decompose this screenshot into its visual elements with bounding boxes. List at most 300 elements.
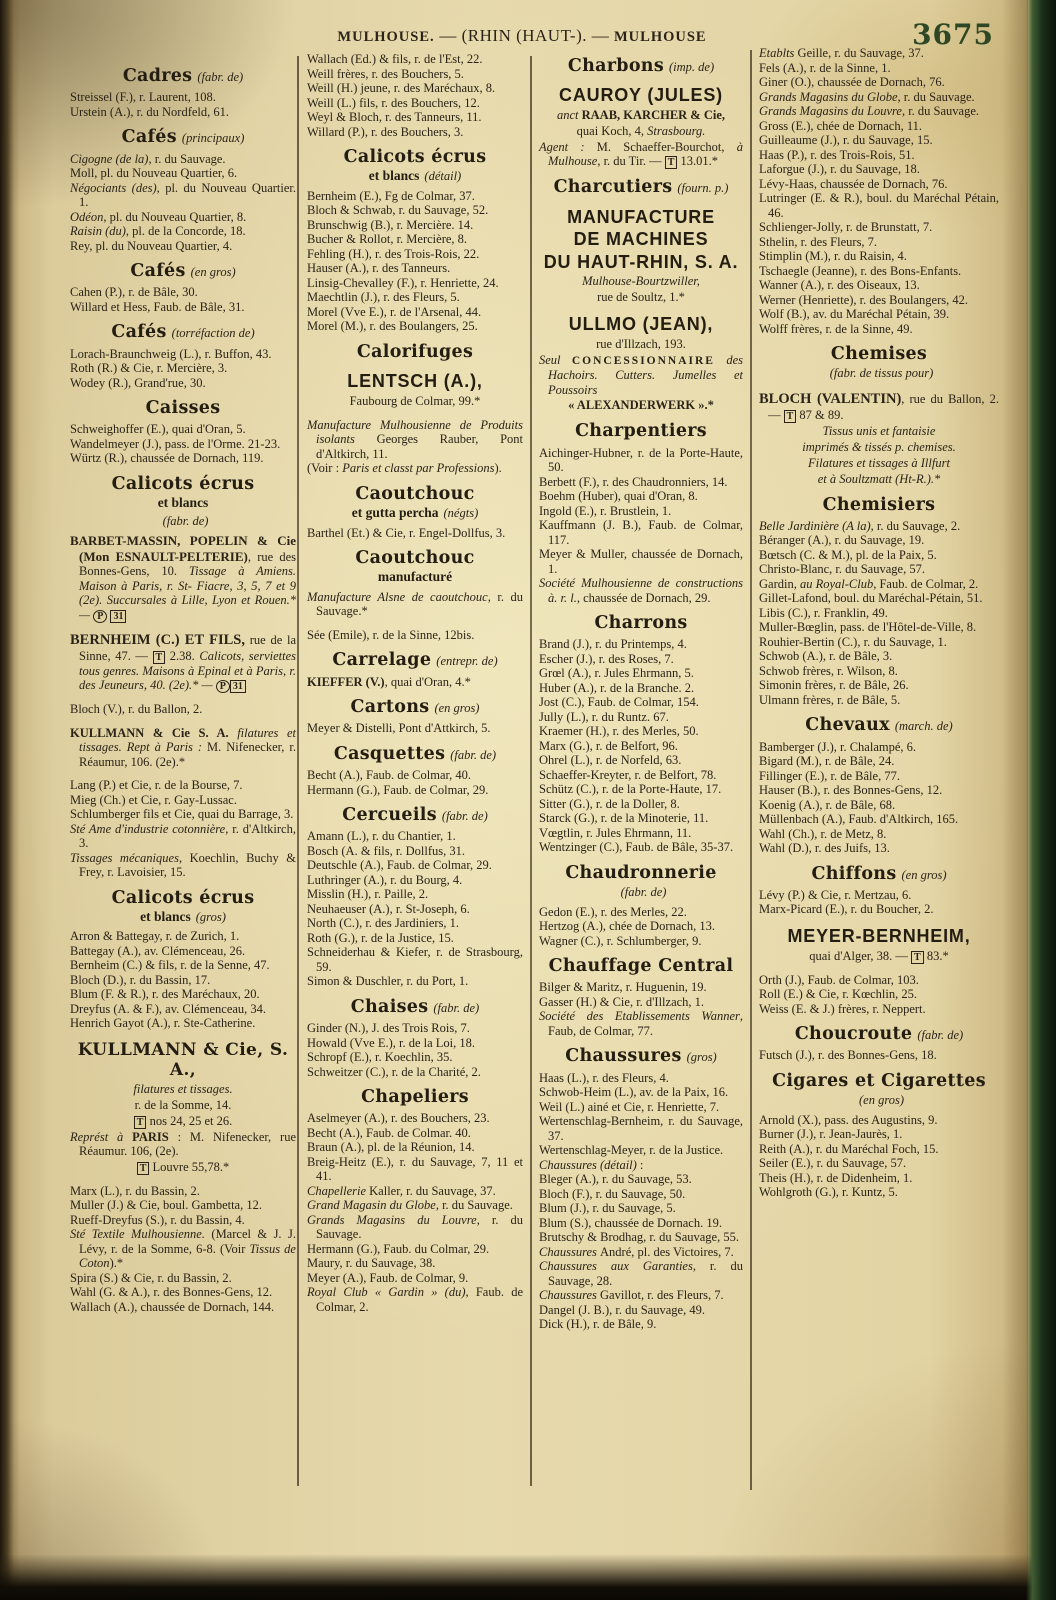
section-heading <box>70 262 296 281</box>
text-segment: Becht (A.), Faub. de Colmar. 40. <box>307 1125 471 1140</box>
directory-entry <box>307 902 523 917</box>
text-segment: CONCESSIONNAIRE <box>571 354 715 367</box>
text-segment: , r. du Sauvage. <box>897 89 975 104</box>
text-segment: Würtz (R.), chaussée de Dornach, 119. <box>70 451 264 466</box>
directory-entry <box>70 181 296 210</box>
text-segment: Schweighoffer (E.), quai d'Oran, 5. <box>70 422 246 437</box>
text-segment: Wagner (C.), r. Schlumberger, 9. <box>539 933 702 948</box>
text-segment: Brutschy & Brodhag, r. du Sauvage, 55. <box>539 1230 739 1245</box>
heading-qualifier: (fabr. de) <box>197 70 244 84</box>
directory-entry <box>539 1172 743 1187</box>
section-title: Casquettes <box>333 743 446 764</box>
text-segment: , Faub. de Colmar, 2. <box>873 576 979 591</box>
directory-entry <box>759 664 999 679</box>
directory-entry <box>759 119 999 134</box>
text-segment: Giner (O.), chaussée de Dornach, 76. <box>759 75 945 89</box>
text-segment: Luthringer (A.), r. du Bourg, 4. <box>307 872 463 887</box>
directory-entry <box>70 944 296 959</box>
ad-line <box>539 337 743 352</box>
section-heading <box>307 651 523 670</box>
text-segment: Reith (A.), r. du Maréchal Foch, 15. <box>759 1141 939 1156</box>
ad-line <box>759 926 999 948</box>
directory-entry <box>307 125 523 140</box>
directory-entry <box>307 232 523 247</box>
directory-entry <box>759 973 999 988</box>
directory-entry <box>307 974 523 989</box>
text-segment: North (C.), r. des Jardiniers, 1. <box>307 916 460 931</box>
directory-entry <box>307 1111 523 1126</box>
section-heading <box>759 345 999 382</box>
directory-entry <box>539 934 743 949</box>
text-segment: Strasbourg. <box>647 123 706 138</box>
text-segment: Vœgtlin, r. Jules Ehrmann, 11. <box>539 825 692 840</box>
section-title: Chemises <box>830 344 928 364</box>
text-segment: Belle Jardinière (A la) <box>759 518 871 533</box>
directory-entry <box>307 628 523 643</box>
directory-entry <box>307 1140 523 1155</box>
text-segment: DE MACHINES <box>573 229 709 250</box>
directory-entry <box>539 1259 743 1288</box>
section-title: Charcutiers <box>553 177 673 198</box>
text-segment: Lorach-Braunchweig (L.), r. Buffon, 43. <box>70 346 272 361</box>
directory-entry <box>759 620 999 635</box>
directory-entry <box>307 1242 523 1257</box>
text-segment: KULLMANN & Cie S. A. <box>70 725 238 740</box>
directory-entry <box>539 695 743 710</box>
text-segment: Sée (Emile), r. de la Sinne, 12bis. <box>307 627 475 642</box>
text-segment: Société Mulhousienne de constructions à. r. l. <box>539 576 743 605</box>
text-segment: Tschaegle (Jeanne), r. des Bons-Enfants. <box>759 263 962 278</box>
text-segment: Marx (L.), r. du Bassin, 2. <box>70 1183 200 1198</box>
directory-entry <box>70 300 296 315</box>
text-segment: Arron & Battegay, r. de Zurich, 1. <box>70 929 240 944</box>
directory-entry <box>759 307 999 322</box>
text-segment: Morel (M.), r. des Boulangers, 25. <box>307 319 478 334</box>
directory-entry <box>307 1036 523 1051</box>
text-segment: Kaller, r. du Sauvage, 37. <box>369 1183 496 1198</box>
directory-entry <box>307 1213 523 1242</box>
text-segment: Stimplin (M.), r. du Raisin, 4. <box>759 249 907 263</box>
text-segment: Muller-Bœglin, pass. de l'Hôtel-de-Ville, 8. <box>759 620 977 635</box>
section-title: Chevaux <box>805 715 890 736</box>
phone-box-icon: T <box>784 410 797 423</box>
directory-entry <box>759 678 999 693</box>
directory-entry <box>307 931 523 946</box>
ad-line <box>759 949 999 964</box>
ad-line <box>70 1040 296 1081</box>
text-segment: André, pl. des Victoires, 7. <box>600 1244 734 1259</box>
text-segment: Jully (L.), r. du Runtz. 67. <box>539 709 669 724</box>
directory-column-2 <box>307 52 523 1314</box>
text-segment: Barthel (Et.) & Cie, r. Engel-Dollfus, 3. <box>307 525 506 540</box>
directory-entry <box>307 768 523 783</box>
text-segment: Howald (Vve E.), r. de la Loi, 18. <box>307 1035 476 1050</box>
directory-entry <box>307 1184 523 1199</box>
section-heading <box>759 716 999 735</box>
text-segment: Lang (P.) et Cie, r. de la Bourse, 7. <box>70 778 243 792</box>
directory-entry <box>307 1198 523 1213</box>
text-segment: Gillet-Lafond, boul. du Maréchal-Pétain, 51. <box>759 591 983 606</box>
text-segment: Représt à <box>70 1129 133 1144</box>
directory-entry <box>307 110 523 125</box>
directory-entry <box>759 278 999 293</box>
text-segment: , r. du Sauvage. <box>901 104 980 118</box>
text-segment: Schaeffer-Kreyter, r. de Belfort, 78. <box>539 767 717 782</box>
heading-qualifier: (gros) <box>686 1050 717 1065</box>
directory-entry <box>70 702 296 717</box>
text-segment: Ingold (E.), r. Brustlein, 1. <box>539 503 672 518</box>
directory-entry <box>70 285 296 300</box>
directory-entry <box>759 1185 999 1200</box>
section-title: Caisses <box>145 398 221 418</box>
heading-qualifier: (gros) <box>195 909 226 924</box>
directory-entry <box>307 675 523 690</box>
text-segment: Maechtlin (J.), r. des Fleurs, 5. <box>307 290 460 305</box>
heading-qualifier: (march. de) <box>894 719 953 734</box>
directory-entry <box>307 873 523 888</box>
text-segment: Grands Magasins du Globe <box>759 89 898 104</box>
directory-entry <box>539 1114 743 1143</box>
text-segment: Roll (E.) & Cie, r. Kœchlin, 25. <box>759 987 917 1001</box>
directory-entry <box>70 152 296 167</box>
section-title: Cafés <box>111 322 167 343</box>
text-segment: Dangel (J. B.), r. du Sauvage, 49. <box>539 1302 705 1317</box>
directory-entry <box>539 666 743 681</box>
text-segment: M. Schaeffer-Bourchot, <box>596 139 737 154</box>
directory-entry <box>539 446 743 475</box>
text-segment: Fillinger (E.), r. de Bâle, 77. <box>759 768 900 783</box>
text-segment: : M. Nifenecker, rue Réaumur. 106, (2e). <box>79 1129 296 1159</box>
section-heading <box>539 957 743 976</box>
directory-entry <box>539 140 743 170</box>
text-segment: Mieg (Ch.) et Cie, r. Gay-Lussac. <box>70 792 237 807</box>
text-segment: Burner (J.), r. Jean-Jaurès, 1. <box>759 1127 903 1142</box>
text-segment: nos 24, 25 et 26. <box>146 1113 233 1128</box>
section-subtitle: manufacturé <box>377 569 453 585</box>
directory-entry <box>539 1158 743 1173</box>
text-segment: et à Soultzmatt (Ht-R.).* <box>817 471 941 486</box>
section-title: Carrelage <box>332 650 432 671</box>
book-cover-strip <box>1026 0 1056 1600</box>
directory-entry <box>759 902 999 917</box>
section-title: Calicots écrus <box>111 887 255 908</box>
text-segment: , r. du Sauvage. <box>316 1212 523 1242</box>
column-divider <box>530 56 532 1486</box>
directory-entry <box>759 798 999 813</box>
directory-entry <box>759 987 999 1002</box>
text-segment: Battegay (A.), av. Clémenceau, 26. <box>70 943 246 958</box>
text-segment: Calicots, serviettes tous genres. Maisons à Epinal et à Paris, r. des Jeuneurs, 40. (2e).* — <box>79 648 297 692</box>
text-segment: Bloch & Schwab, r. du Sauvage, 52. <box>307 203 489 218</box>
text-segment: MEYER-BERNHEIM, <box>787 925 971 946</box>
text-segment: Etablts <box>759 46 798 60</box>
ad-line <box>539 314 743 336</box>
directory-entry <box>539 1143 743 1158</box>
text-segment: Mulhouse-Bourtzwiller, <box>582 274 700 289</box>
directory-entry <box>759 133 999 148</box>
text-segment: Koenig (A.), r. de Bâle, 68. <box>759 797 896 812</box>
directory-entry <box>539 768 743 783</box>
text-segment: Brunschwig (B.), r. Mercière. 14. <box>307 217 474 232</box>
heading-qualifier: (fabr. de) <box>620 885 667 900</box>
text-segment: BARBET-MASSIN, POPELIN & Cie (Mon ESNAULT-PELTERIE) <box>70 533 296 564</box>
directory-entry <box>539 652 743 667</box>
text-segment: Wolff frères, r. de la Sinne, 49. <box>759 321 913 336</box>
text-segment: Moll, pl. du Nouveau Quartier, 6. <box>70 166 238 180</box>
section-heading <box>70 475 296 529</box>
directory-entry <box>759 220 999 235</box>
text-segment: Wodey (R.), Grand'rue, 30. <box>70 375 206 390</box>
paris-circle-icon: P <box>93 610 107 623</box>
text-segment: Sitter (G.), r. de la Doller, 8. <box>539 796 680 811</box>
heading-qualifier: (imp. de) <box>668 60 715 74</box>
directory-entry <box>539 1230 743 1245</box>
directory-entry <box>759 591 999 606</box>
text-segment: Faubourg de Colmar, 99.* <box>349 393 481 408</box>
directory-entry <box>307 261 523 276</box>
directory-entry <box>759 562 999 577</box>
directory-entry <box>70 793 296 808</box>
text-segment: Roth (G.), r. de la Justice, 15. <box>307 930 454 945</box>
text-segment: Simon & Duschler, r. du Port, 1. <box>307 974 469 989</box>
text-segment: r. de la Somme, 14. <box>134 1097 232 1112</box>
text-segment: Grands Magasins du Louvre <box>759 104 902 118</box>
text-segment: Béranger (A.), r. du Sauvage, 19. <box>759 533 925 548</box>
text-segment: Wertenschlag-Bernheim, r. du Sauvage, 37. <box>539 1114 743 1143</box>
text-segment: Urstein (A.), r. du Nordfeld, 61. <box>70 104 229 119</box>
text-segment: Wahl (D.), r. des Juifs, 13. <box>759 841 890 856</box>
text-segment: Manufacture Mulhousienne de Produits isolants <box>307 417 523 447</box>
text-segment: Filatures et tissages à Illfurt <box>808 455 950 470</box>
heading-qualifier: (fabr. de) <box>917 1028 964 1042</box>
text-segment: M. Nifenecker, r. Réaumur, 106. (2e).* <box>79 740 296 769</box>
directory-entry <box>539 739 743 754</box>
text-segment: Blum (F. & R.), r. des Maréchaux, 20. <box>70 987 260 1002</box>
text-segment: Schwob frères, r. Wilson, 8. <box>759 663 898 678</box>
directory-entry <box>759 841 999 856</box>
text-segment: Ulmann frères, r. de Bâle, 5. <box>759 692 901 707</box>
text-segment: Kraemer (H.), r. des Merles, 50. <box>539 724 699 739</box>
text-segment: Müllenbach (A.), Faub. d'Altkirch, 165. <box>759 812 959 827</box>
ad-line <box>539 108 743 123</box>
text-segment: , chaussée de Dornach, 29. <box>576 590 711 605</box>
directory-entry <box>539 1288 743 1303</box>
text-segment: KIEFFER (V.) <box>307 674 385 689</box>
directory-entry <box>759 1142 999 1157</box>
directory-entry <box>70 451 296 466</box>
section-title: Calicots écrus <box>343 147 487 167</box>
section-subtitle: et blancs <box>140 908 191 924</box>
directory-entry <box>759 548 999 563</box>
directory-entry <box>759 740 999 755</box>
text-segment: Bigard (M.), r. de Bâle, 24. <box>759 754 895 769</box>
text-segment: Seiler (E.), r. du Sauvage, 57. <box>759 1156 907 1171</box>
text-segment: anct <box>556 107 582 122</box>
text-segment: Schlienger-Jolly, r. de Brunstatt, 7. <box>759 220 933 234</box>
text-segment: Willard et Hess, Faub. de Bâle, 31. <box>70 299 245 314</box>
directory-entry <box>70 347 296 362</box>
text-segment: Wolf (B.), av. du Maréchal Pétain, 39. <box>759 307 950 321</box>
text-segment: Rey, pl. du Nouveau Quartier, 4. <box>70 238 233 253</box>
text-segment: Blum (S.), chaussée de Dornach. 19. <box>539 1215 722 1230</box>
text-segment: Wahl (G. & A.), r. des Bonnes-Gens, 12. <box>70 1285 273 1300</box>
text-segment: CAUROY (JULES) <box>559 85 723 106</box>
directory-entry <box>307 276 523 291</box>
section-heading <box>307 148 523 185</box>
directory-entry <box>539 995 743 1010</box>
text-segment: Schütz (C.), r. de la Porte-Haute, 17. <box>539 782 722 797</box>
directory-entry <box>70 90 296 105</box>
text-segment: Schneiderhau & Kiefer, r. de Strasbourg, 59. <box>307 945 523 974</box>
directory-entry <box>307 887 523 902</box>
text-segment: Hauser (A.), r. des Tanneurs. <box>307 261 451 276</box>
text-segment: Bleger (A.), r. du Sauvage, 53. <box>539 1172 692 1187</box>
directory-entry <box>70 422 296 437</box>
directory-entry <box>70 1016 296 1031</box>
text-segment: Neuhaeuser (A.), r. St-Joseph, 6. <box>307 901 470 916</box>
section-title: Cartons <box>350 697 430 718</box>
text-segment: Hermann (G.), Faub. de Colmar, 29. <box>307 782 489 797</box>
text-segment: Werner (Henriette), r. des Boulangers, 42. <box>759 292 968 307</box>
directory-entry <box>539 489 743 504</box>
ad-line <box>307 371 523 393</box>
text-segment: Huber (A.), r. de la Branche. 2. <box>539 680 695 695</box>
text-segment: Chaussures <box>539 1288 601 1303</box>
directory-entry <box>539 504 743 519</box>
text-segment: Royal Club « Gardin » (du) <box>307 1285 466 1300</box>
text-segment: Blum (J.), r. du Sauvage, 5. <box>539 1201 676 1216</box>
heading-qualifier: (fabr. de) <box>162 513 209 528</box>
directory-entry <box>70 726 296 770</box>
text-segment: Tissus unis et fantaisie <box>822 423 936 438</box>
directory-entry <box>307 1256 523 1271</box>
text-segment: BLOCH (VALENTIN) <box>759 390 902 407</box>
ad-line <box>759 472 999 487</box>
directory-entry <box>759 577 999 592</box>
phone-box-icon: T <box>911 951 924 964</box>
page-edge-shadow <box>0 0 20 1600</box>
text-segment: Dreyfus (A. & F.), av. Clémenceau, 34. <box>70 1001 267 1016</box>
directory-entry <box>539 980 743 995</box>
text-segment: Wohlgroth (G.), r. Kuntz, 5. <box>759 1185 898 1200</box>
ad-line <box>539 274 743 289</box>
text-segment: Deutschle (A.), Faub. de Colmar, 29. <box>307 858 492 873</box>
directory-entry <box>70 533 296 623</box>
text-segment: filatures et tissages. Rept à Paris : <box>79 725 296 754</box>
text-segment: Muller (J.) & Cie, boul. Gambetta, 12. <box>70 1198 262 1213</box>
section-title: Chiffons <box>811 863 897 884</box>
text-segment: Sthelin, r. des Fleurs, 7. <box>759 234 878 249</box>
text-segment: Bloch (D.), r. du Bassin, 17. <box>70 972 211 987</box>
running-header <box>296 26 748 46</box>
directory-entry <box>307 590 523 619</box>
directory-entry <box>307 829 523 844</box>
directory-entry <box>307 1050 523 1065</box>
text-segment: rue d'Illzach, 193. <box>596 336 686 351</box>
section-heading <box>759 1025 999 1044</box>
text-segment: Roth (R.) & Cie, r. Mercière, 3. <box>70 361 228 375</box>
text-segment: Bloch (F.), r. du Sauvage, 50. <box>539 1186 686 1201</box>
text-segment: Paris et classt par Professions <box>342 461 495 476</box>
text-segment: , r. du Tir. — <box>597 154 665 169</box>
directory-column-3 <box>539 48 743 1332</box>
text-segment: Manufacture Alsne de caoutchouc <box>307 589 488 604</box>
directory-entry <box>70 958 296 973</box>
directory-entry <box>307 1021 523 1036</box>
text-segment: Chaussures (détail) <box>539 1157 637 1172</box>
directory-entry <box>539 811 743 826</box>
text-segment: Meyer (A.), Faub. de Colmar, 9. <box>307 1270 469 1285</box>
directory-entry <box>759 783 999 798</box>
directory-entry <box>539 1009 743 1038</box>
text-segment: Georges Rauber, Pont d'Altkirch, 11. <box>316 432 523 461</box>
text-segment: Bernheim (C.) & fils, r. de la Senne, 47. <box>70 958 270 973</box>
text-segment: Chaussures aux Garanties <box>539 1259 693 1274</box>
section-title: Choucroute <box>794 1024 913 1044</box>
section-title: Chauffage Central <box>548 956 734 977</box>
directory-entry <box>759 812 999 827</box>
text-segment: Grœl (A.), r. Jules Ehrmann, 5. <box>539 666 694 681</box>
text-segment: Marx-Picard (E.), r. du Boucher, 2. <box>759 902 934 917</box>
heading-qualifier: (fabr. de) <box>450 747 497 762</box>
section-heading <box>307 806 523 825</box>
phone-box-icon: T <box>134 1116 147 1129</box>
ad-line <box>539 398 743 413</box>
section-title: Chapeliers <box>361 1087 469 1108</box>
directory-entry <box>307 721 523 736</box>
page-right-shade <box>1002 0 1028 1600</box>
text-segment: Chapellerie <box>307 1183 370 1198</box>
text-segment: ). <box>494 461 502 476</box>
text-segment: ULLMO (JEAN), <box>568 314 714 335</box>
section-heading <box>70 67 296 86</box>
directory-entry <box>307 1271 523 1286</box>
text-segment: Grand Magasin du Globe <box>307 1198 436 1213</box>
heading-qualifier: (négts) <box>443 505 479 520</box>
text-segment: Gasser (H.) & Cie, r. d'Illzach, 1. <box>539 994 705 1009</box>
text-segment: Weil (L.) ainé et Cie, r. Henriette, 7. <box>539 1099 720 1114</box>
directory-entry <box>539 681 743 696</box>
text-segment: Streissel (F.), r. Laurent, 108. <box>70 90 216 105</box>
text-segment: Hertzog (A.), chée de Dornach, 13. <box>539 919 715 934</box>
heading-qualifier: (fourn. p.) <box>677 181 729 196</box>
directory-entry <box>539 576 743 605</box>
text-segment: Sté Ame d'industrie cotonnière <box>70 821 226 836</box>
section-heading <box>307 1088 523 1107</box>
directory-entry <box>759 827 999 842</box>
phone-box-icon: T <box>665 156 678 169</box>
text-segment: , rue du Ballon, 2. — <box>768 391 999 422</box>
text-segment: Breig-Heitz (E.), r. du Sauvage, 7, 11 et 41. <box>307 1154 523 1184</box>
phone-box-icon: 31 <box>230 680 246 693</box>
text-segment: Christo-Blanc, r. du Sauvage, 57. <box>759 562 925 577</box>
directory-entry <box>307 1285 523 1314</box>
text-segment: Hachoirs. Cutters. Jumelles et Poussoirs <box>548 368 743 397</box>
text-segment: ).* <box>109 1256 124 1271</box>
directory-entry <box>539 1245 743 1260</box>
directory-entry <box>70 224 296 239</box>
directory-entry <box>70 239 296 254</box>
text-segment: Hermann (G.), Faub. du Colmar, 29. <box>307 1241 490 1256</box>
heading-qualifier: (en gros) <box>858 1093 904 1107</box>
directory-entry <box>307 418 523 462</box>
text-segment: Cigogne (de la) <box>70 151 149 166</box>
text-segment: , quai d'Oran, 4.* <box>384 674 471 689</box>
text-segment: 83.* <box>923 948 949 963</box>
directory-entry <box>70 1198 296 1213</box>
section-heading <box>307 549 523 586</box>
directory-entry <box>759 606 999 621</box>
